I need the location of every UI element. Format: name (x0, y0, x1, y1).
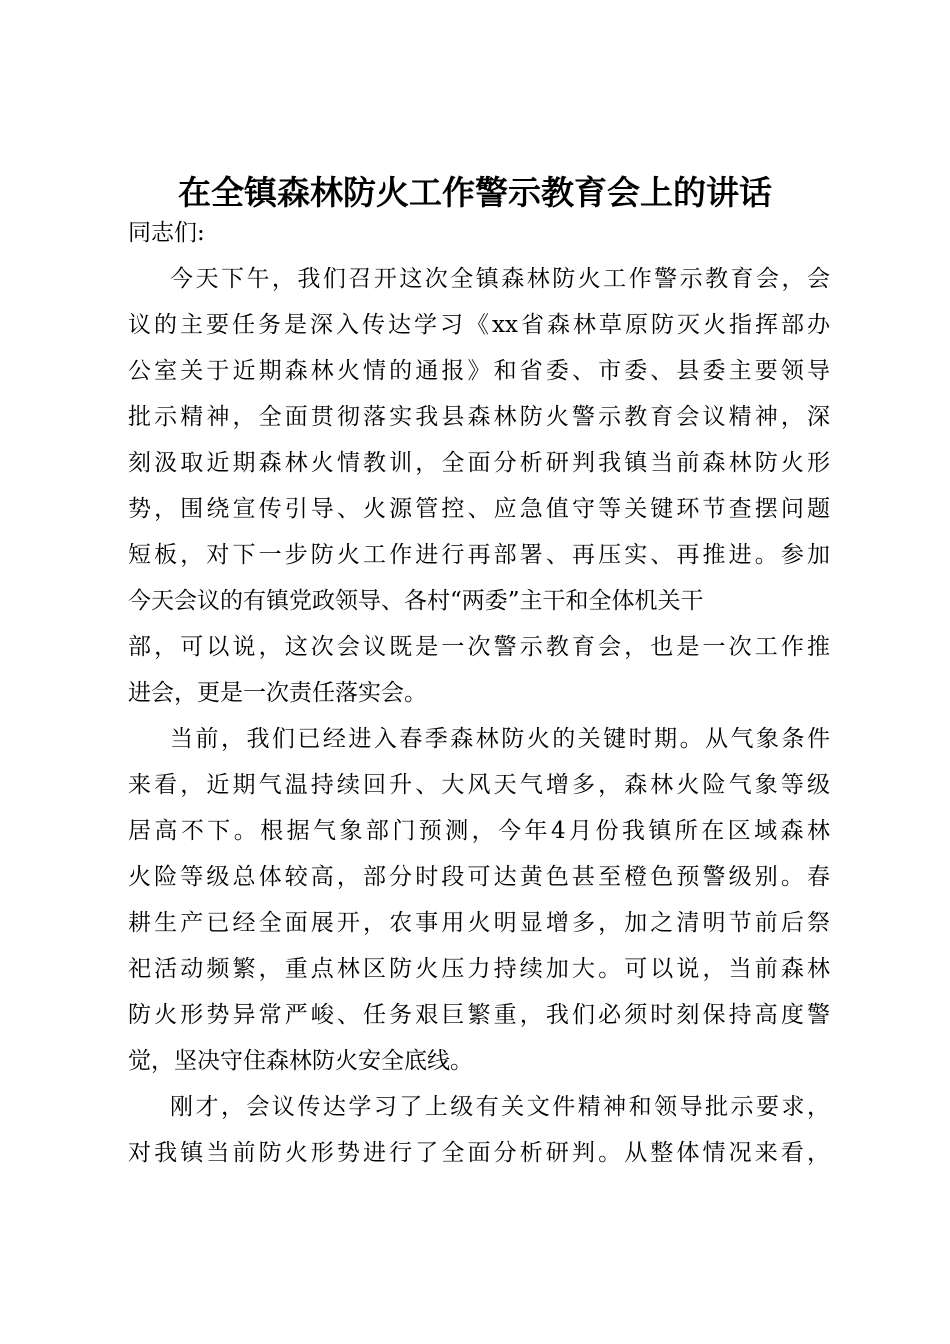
paragraph-1-line-5: 刻汲取近期森林火情教训，全面分析研判我镇当前森林防火形 (128, 450, 830, 476)
salutation: 同志们: (128, 220, 205, 246)
paragraph-1-line-10: 进会，更是一次责任落实会。 (128, 680, 427, 706)
paragraph-2-line-8: 觉，坚决守住森林防火安全底线。 (128, 1048, 473, 1074)
paragraph-1-line-3: 公室关于近期森林火情的通报》和省委、市委、县委主要领导 (128, 358, 830, 384)
paragraph-2-line-1: 当前，我们已经进入春季森林防火的关键时期。从气象条件 (170, 726, 830, 752)
paragraph-1-line-9: 部，可以说，这次会议既是一次警示教育会，也是一次工作推 (128, 634, 830, 660)
paragraph-2-line-5: 耕生产已经全面展开，农事用火明显增多，加之清明节前后祭 (128, 910, 830, 936)
paragraph-2-line-7: 防火形势异常严峻、任务艰巨繁重，我们必须时刻保持高度警 (128, 1002, 830, 1028)
document-body (128, 210, 830, 1176)
paragraph-1-line-7: 短板，对下一步防火工作进行再部署、再压实、再推进。参加 (128, 542, 830, 568)
paragraph-1-line-2: 议的主要任务是深入传达学习《xx省森林草原防灭火指挥部办 (128, 312, 830, 338)
paragraph-3-line-1: 刚才，会议传达学习了上级有关文件精神和领导批示要求， (170, 1094, 830, 1120)
paragraph-1-line-6: 势，围绕宣传引导、火源管控、应急值守等关键环节查摆问题 (128, 496, 830, 522)
paragraph-2-line-4: 火险等级总体较高，部分时段可达黄色甚至橙色预警级别。春 (128, 864, 830, 890)
document-title: 在全镇森林防火工作警示教育会上的讲话 (178, 173, 772, 212)
paragraph-1-line-1: 今天下午，我们召开这次全镇森林防火工作警示教育会，会 (170, 266, 830, 292)
paragraph-2-line-3: 居高不下。根据气象部门预测，今年4月份我镇所在区域森林 (128, 818, 830, 844)
paragraph-1-line-8: 今天会议的有镇党政领导、各村“两委”主干和全体机关干 (128, 588, 704, 614)
paragraph-2-line-6: 祀活动频繁，重点林区防火压力持续加大。可以说，当前森林 (128, 956, 830, 982)
paragraph-3-line-2: 对我镇当前防火形势进行了全面分析研判。从整体情况来看， (128, 1140, 830, 1166)
paragraph-1-line-4: 批示精神，全面贯彻落实我县森林防火警示教育会议精神，深 (128, 404, 830, 430)
paragraph-2-line-2: 来看，近期气温持续回升、大风天气增多，森林火险气象等级 (128, 772, 830, 798)
